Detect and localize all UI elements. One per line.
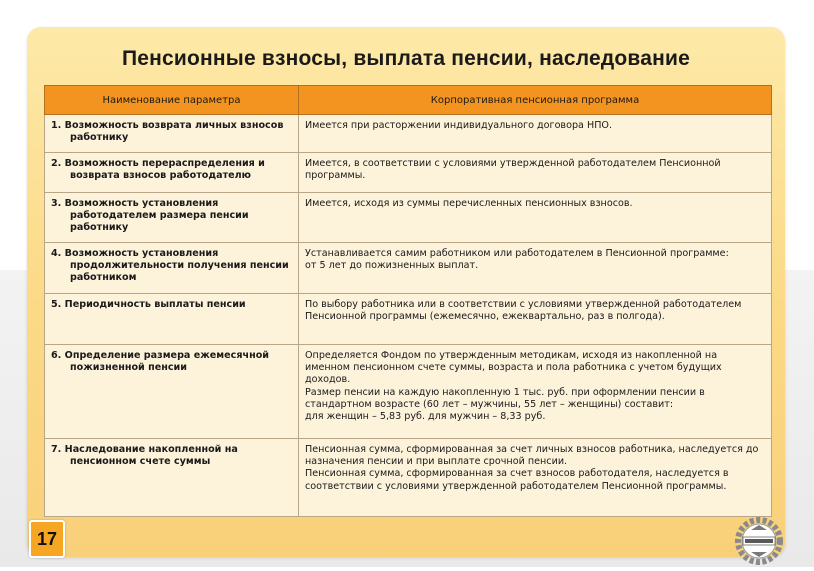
- table-row: [45, 193, 772, 243]
- parameter-value: Пенсионная сумма, сформированная за счет личных взносов работника, наследуется до назначения пенсии и при выплате срочной пенсии.: [305, 444, 759, 468]
- parameter-name-cell: [45, 294, 299, 345]
- parameter-name-cell: [45, 439, 299, 517]
- column-header-parameter: Наименование параметра: [45, 86, 299, 115]
- parameter-value-cell: [299, 439, 772, 517]
- parameter-value: Размер пенсии на каждую накопленную 1 тыс. руб. при оформлении пенсии в стандартном возрасте (60 лет – мужчины, 55 лет – женщины) составит:: [305, 386, 705, 410]
- parameter-value-cell: [299, 243, 772, 294]
- table-row: [45, 115, 772, 153]
- column-header-program: Корпоративная пенсионная программа: [299, 86, 772, 115]
- parameter-name-cell: [45, 153, 299, 193]
- parameter-value: Пенсионная сумма, сформированная за счет взносов работодателя, наследуется в соответствии с условиями утвержденной работодателем Пенсионной программы.: [305, 468, 729, 492]
- table-header-row: [45, 86, 772, 115]
- parameter-value-cell: [299, 115, 772, 153]
- fund-emblem-graphic: [734, 516, 784, 566]
- parameter-value: Имеется, в соответствии с условиями утвержденной работодателем Пенсионной программы.: [305, 158, 721, 182]
- parameter-value: По выбору работника или в соответствии с условиями утвержденной работодателем Пенсионной программы (ежемесячно, ежеквартально, раз в полгода).: [305, 299, 742, 323]
- page-number-badge: 17: [29, 520, 65, 558]
- table-row: [45, 294, 772, 345]
- parameter-value-cell: [299, 153, 772, 193]
- parameter-value-cell: [299, 294, 772, 345]
- table-row: [45, 439, 772, 517]
- parameter-value: Определяется Фондом по утвержденным методикам, исходя из накопленной на именном пенсионном счете суммы, возраста и пола работника с учетом будущих доходов.: [305, 350, 722, 386]
- parameter-value-cell: [299, 345, 772, 439]
- parameter-value: Имеется при расторжении индивидуального договора НПО.: [305, 120, 613, 131]
- parameter-value: от 5 лет до пожизненных выплат.: [305, 260, 479, 272]
- parameter-name: 3. Возможность установления работодателем размера пенсии работнику: [51, 198, 249, 234]
- table-row: [45, 345, 772, 439]
- parameter-value: для женщин – 5,83 руб. для мужчин – 8,33 руб.: [305, 411, 546, 423]
- parameter-name-cell: [45, 243, 299, 294]
- table-row: [45, 243, 772, 294]
- table-row: [45, 153, 772, 193]
- parameter-name: 6. Определение размера ежемесячной пожизненной пенсии: [51, 350, 270, 374]
- parameter-name-cell: [45, 193, 299, 243]
- parameters-table: [44, 85, 772, 517]
- parameter-value: Устанавливается самим работником или работодателем в Пенсионной программе:: [305, 248, 729, 259]
- parameter-value-cell: [299, 193, 772, 243]
- parameter-name: 2. Возможность перераспределения и возврата взносов работодателю: [51, 158, 265, 182]
- parameter-name: 7. Наследование накопленной на пенсионном счете суммы: [51, 444, 238, 468]
- parameter-name: 4. Возможность установления продолжительности получения пенсии работником: [51, 248, 289, 284]
- parameter-name: 5. Периодичность выплаты пенсии: [51, 299, 246, 310]
- fund-emblem-icon: [734, 516, 784, 566]
- parameter-value: Имеется, исходя из суммы перечисленных пенсионных взносов.: [305, 198, 633, 209]
- parameter-name-cell: [45, 345, 299, 439]
- parameter-name: 1. Возможность возврата личных взносов работнику: [51, 120, 284, 144]
- page-title: Пенсионные взносы, выплата пенсии, наследование: [121, 47, 691, 70]
- parameter-name-cell: [45, 115, 299, 153]
